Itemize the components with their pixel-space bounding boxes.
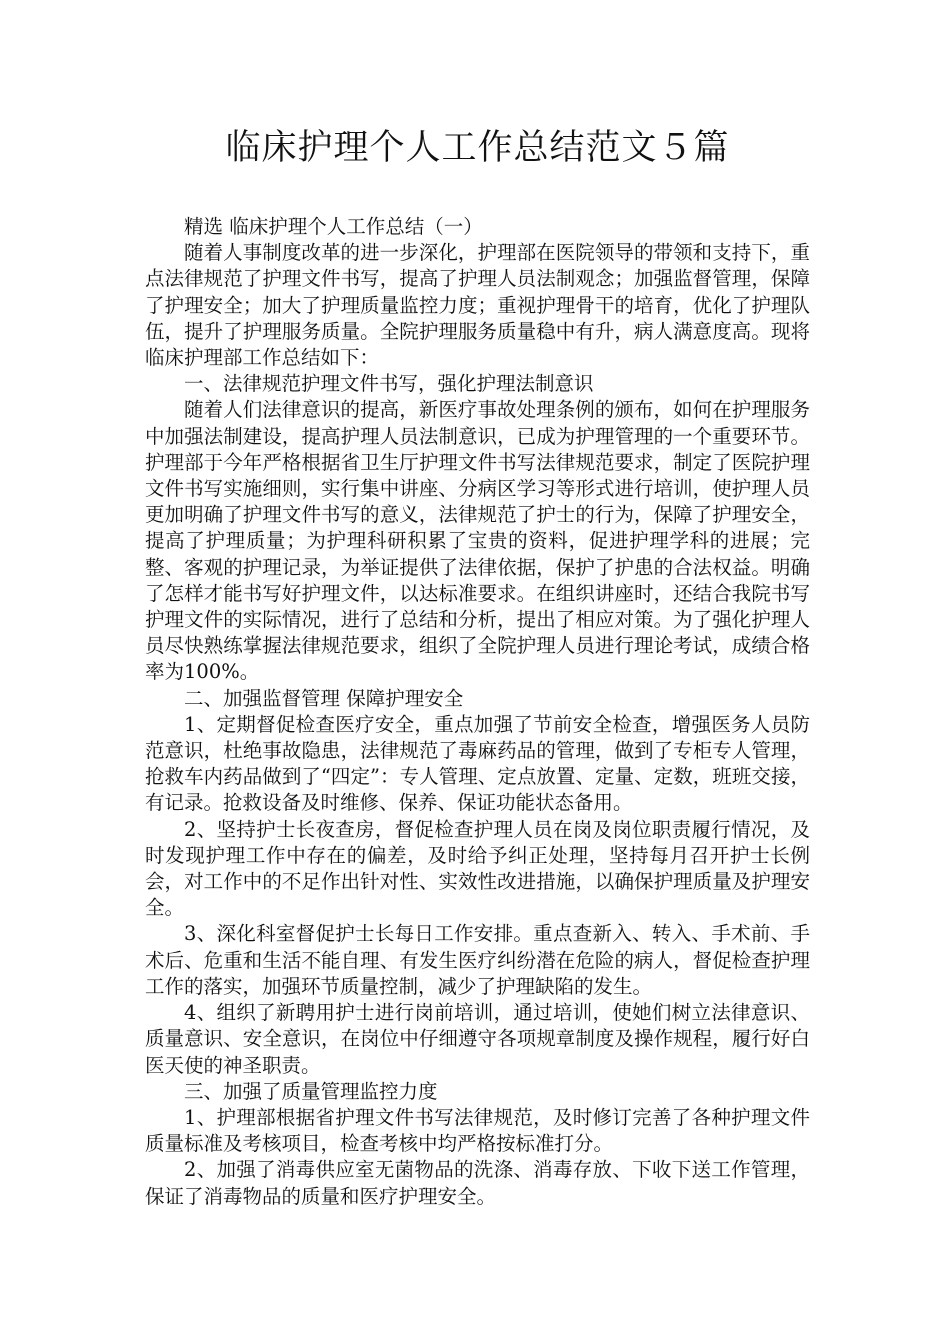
document-body — [145, 214, 810, 1210]
section-2-item-4: 4、组织了新聘用护士进行岗前培训，通过培训，使她们树立法律意识、质量意识、安全意识，在岗位中仔细遵守各项规章制度及操作规程，履行好白医天使的神圣职责。 — [145, 1001, 810, 1077]
section-2-item-3: 3、深化科室督促护士长每日工作安排。重点查新入、转入、手术前、手术后、危重和生活不能自理、有发生医疗纠纷潜在危险的病人，督促检查护理工作的落实，加强环节质量控制，减少了护理缺陷的发生。 — [145, 922, 810, 998]
section-3-item-2: 2、加强了消毒供应室无菌物品的洗涤、消毒存放、下收下送工作管理，保证了消毒物品的质量和医疗护理安全。 — [145, 1158, 810, 1208]
section-1-paragraph: 随着人们法律意识的提高，新医疗事故处理条例的颁布，如何在护理服务中加强法制建设，提高护理人员法制意识，已成为护理管理的一个重要环节。护理部于今年严格根据省卫生厅护理文件书写法律规范要求，制定了医院护理文件书写实施细则，实行集中讲座、分病区学习等形式进行培训，使护理人员更加明确了护理文件书写的意义，法律规范了护士的行为，保障了护理安全，提高了护理质量；为护理科研积累了宝贵的资料，促进护理学科的进展；完整、客观的护理记录，为举证提供了法律依据，保护了护患的合法权益。明确了怎样才能书写好护理文件，以达标准要求。在组织讲座时，还结合我院书写护理文件的实际情况，进行了总结和分析，提出了相应对策。为了强化护理人员尽快熟练掌握法律规范要求，组织了全院护理人员进行理论考试，成绩合格率为100%。 — [145, 398, 810, 684]
section-heading-1: 一、法律规范护理文件书写，强化护理法制意识 — [184, 372, 594, 396]
page-title: 临床护理个人工作总结范文５篇 — [225, 128, 730, 168]
section-heading-3: 三、加强了质量管理监控力度 — [184, 1079, 438, 1103]
section-3-item-1: 1、护理部根据省护理文件书写法律规范，及时修订完善了各种护理文件质量标准及考核项目，检查考核中均严格按标准打分。 — [145, 1105, 810, 1156]
section-2-item-2: 2、坚持护士长夜查房，督促检查护理人员在岗及岗位职责履行情况，及时发现护理工作中存在的偏差，及时给予纠正处理，坚持每月召开护士长例会，对工作中的不足作出针对性、实效性改进措施，以确保护理质量及护理安全。 — [145, 817, 810, 920]
section-heading-2: 二、加强监督管理 保障护理安全 — [184, 686, 464, 710]
intro-paragraph: 随着人事制度改革的进一步深化，护理部在医院领导的带领和支持下，重点法律规范了护理文件书写，提高了护理人员法制观念；加强监督管理，保障了护理安全；加大了护理质量监控力度；重视护理骨干的培育，优化了护理队伍，提升了护理服务质量。全院护理服务质量稳中有升，病人满意度高。现将临床护理部工作总结如下： — [145, 241, 810, 370]
section-heading-selected: 精选 临床护理个人工作总结（一） — [184, 215, 483, 238]
section-2-item-1: 1、定期督促检查医疗安全，重点加强了节前安全检查，增强医务人员防范意识，杜绝事故隐患，法律规范了毒麻药品的管理，做到了专柜专人管理，抢救车内药品做到了“四定”：专人管理、定点放置、定量、定数，班班交接，有记录。抢救设备及时维修、保养、保证功能状态备用。 — [145, 712, 810, 815]
